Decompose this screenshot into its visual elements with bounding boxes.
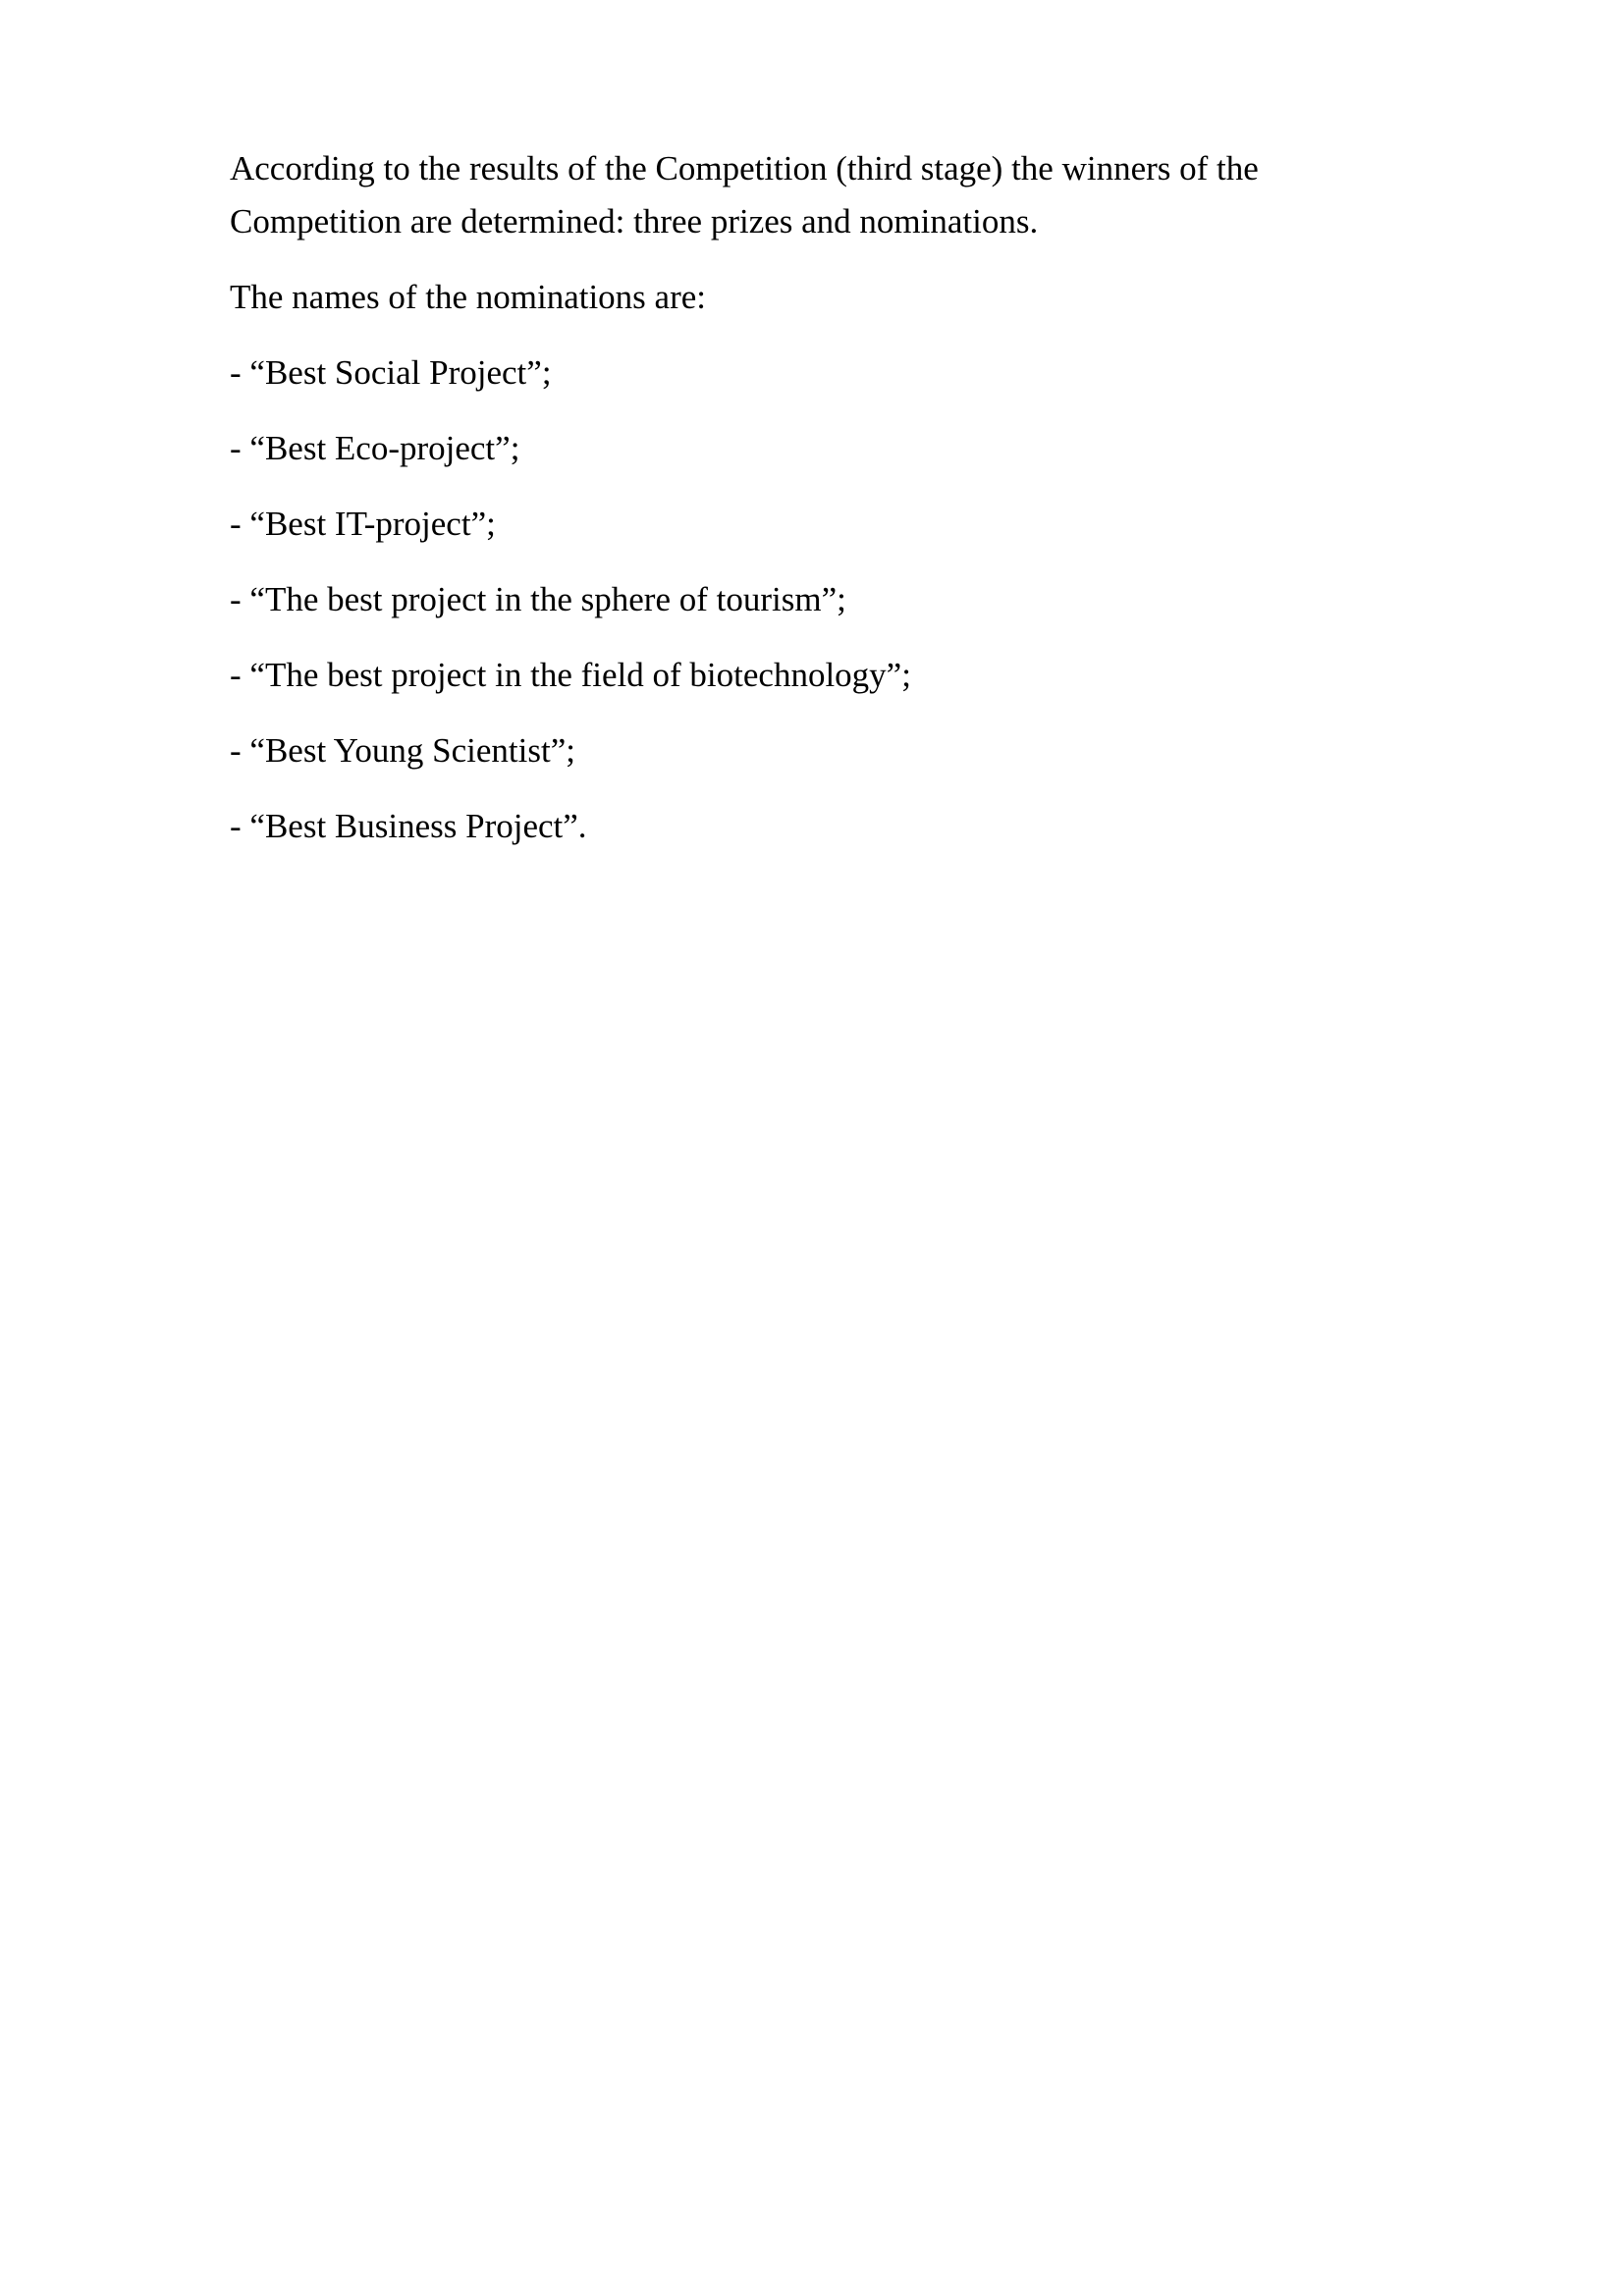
- intro-line-2: Competition are determined: three prizes and nominations.: [230, 202, 1039, 240]
- nomination-item: - “Best Eco-project”;: [230, 429, 520, 467]
- nomination-item: - “Best IT-project”;: [230, 505, 496, 543]
- intro-line-1: According to the results of the Competition (third stage) the winners of the: [230, 149, 1259, 187]
- nomination-item: - “The best project in the field of biotechnology”;: [230, 656, 911, 694]
- nomination-item: - “Best Social Project”;: [230, 353, 552, 392]
- intro-paragraph: [230, 142, 1508, 248]
- nomination-item: - “Best Young Scientist”;: [230, 731, 575, 770]
- nominations-heading: The names of the nominations are:: [230, 278, 706, 316]
- nomination-item: - “The best project in the sphere of tourism”;: [230, 580, 846, 618]
- nomination-item: - “Best Business Project”.: [230, 807, 587, 845]
